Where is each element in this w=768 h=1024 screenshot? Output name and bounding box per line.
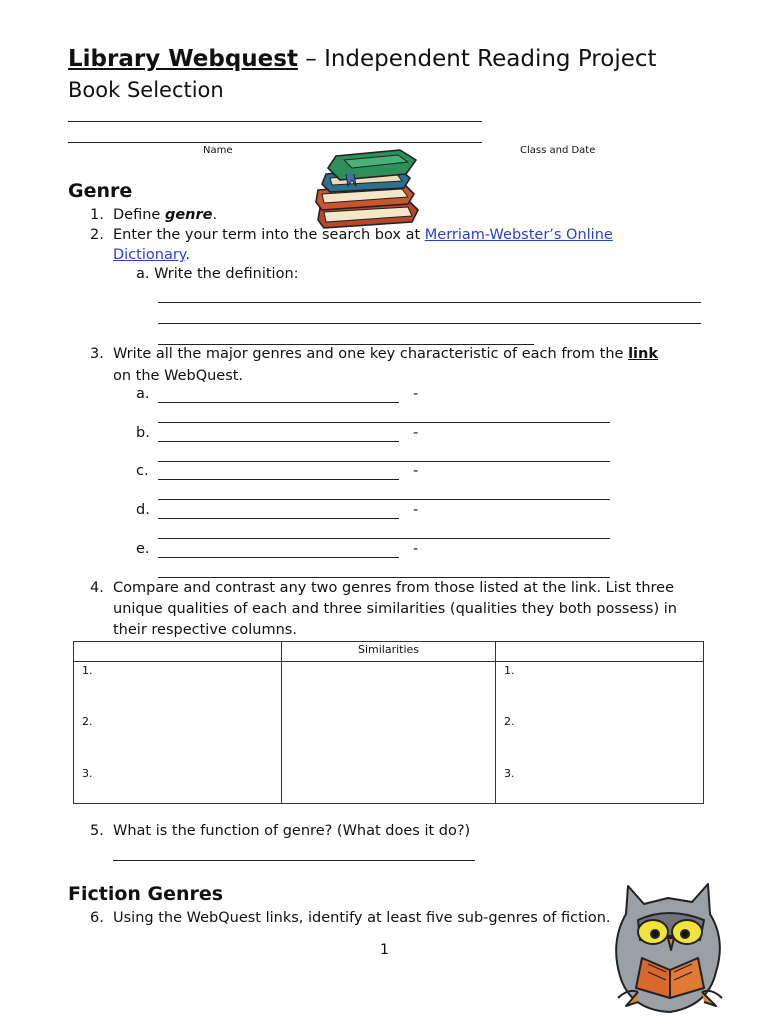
q3-d-char-line — [158, 538, 610, 539]
q3-a-char-line — [158, 422, 610, 423]
q3-d-genre-line — [158, 518, 399, 519]
page-title — [68, 46, 657, 72]
reading-owl-icon — [608, 880, 742, 1020]
q3-c-char-line — [158, 499, 610, 500]
q3-c-dash: - — [413, 463, 419, 479]
q5-text: What is the function of genre? (What does it do?) — [113, 823, 471, 839]
q5-number: 5. — [90, 823, 104, 839]
page-subtitle: Book Selection — [68, 78, 224, 102]
genre-1-num-1: 1. — [82, 664, 93, 677]
q4-text-line3: their respective columns. — [113, 622, 297, 638]
q3-item-a: a. — [136, 386, 150, 402]
q2-number: 2. — [90, 227, 104, 243]
q6-text: Using the WebQuest links, identify at least five sub-genres of fiction. — [113, 910, 611, 926]
q6-number: 6. — [90, 910, 104, 926]
q4-text-line2: unique qualities of each and three similarities (qualities they both possess) in — [113, 601, 677, 617]
title-main: Library Webquest — [68, 46, 298, 72]
genre-1-num-2: 2. — [82, 715, 93, 728]
q3-e-dash: - — [413, 541, 419, 557]
q2a-text: a. Write the definition: — [136, 266, 299, 282]
q3-item-d: d. — [136, 502, 150, 518]
fiction-genres-heading: Fiction Genres — [68, 883, 224, 905]
definition-line-3 — [158, 344, 534, 345]
q3-c-genre-line — [158, 479, 399, 480]
q3-b-dash: - — [413, 425, 419, 441]
q3-a-dash: - — [413, 386, 419, 402]
q2-text-line2: Dictionary. — [113, 247, 190, 263]
title-rest: – Independent Reading Project — [297, 46, 657, 72]
genre-2-num-3: 3. — [504, 767, 515, 780]
table-header-similarities: Similarities — [282, 642, 496, 662]
genre-2-num-1: 1. — [504, 664, 515, 677]
q4-number: 4. — [90, 580, 104, 596]
q3-text-line2: on the WebQuest. — [113, 368, 244, 384]
q3-link[interactable]: link — [628, 346, 658, 362]
q3-number: 3. — [90, 346, 104, 362]
genre-1-num-3: 3. — [82, 767, 93, 780]
q1-text: Define genre. — [113, 207, 218, 223]
name-label: Name — [203, 145, 233, 156]
q3-e-genre-line — [158, 557, 399, 558]
q3-b-char-line — [158, 461, 610, 462]
class-date-label: Class and Date — [520, 145, 596, 156]
q3-item-e: e. — [136, 541, 150, 557]
q5-answer-line — [113, 860, 475, 861]
q3-text: Write all the major genres and one key characteristic of each from the link — [113, 346, 658, 362]
definition-line-2 — [158, 323, 701, 324]
q1-term: genre — [164, 207, 213, 223]
q3-item-b: b. — [136, 425, 150, 441]
name-line-top — [68, 121, 482, 122]
genre-1-cell[interactable] — [74, 662, 282, 804]
genre-heading: Genre — [68, 180, 133, 202]
q1-number: 1. — [90, 207, 104, 223]
merriam-webster-link[interactable]: Merriam-Webster’s Online — [424, 227, 613, 243]
q4-text-line1: Compare and contrast any two genres from those listed at the link. List three — [113, 580, 674, 596]
books-icon — [312, 146, 424, 232]
dictionary-link[interactable]: Dictionary — [113, 247, 186, 263]
table-header-genre-2 — [496, 642, 704, 662]
q3-d-dash: - — [413, 502, 419, 518]
table-header-genre-1 — [74, 642, 282, 662]
genre-2-cell[interactable] — [496, 662, 704, 804]
genre-2-num-2: 2. — [504, 715, 515, 728]
q3-e-char-line — [158, 577, 610, 578]
compare-table — [73, 641, 704, 804]
similarities-cell[interactable] — [282, 662, 496, 804]
name-line — [68, 142, 482, 143]
q2-text: Enter the your term into the search box at Merriam-Webster’s Online — [113, 227, 613, 243]
page-number: 1 — [380, 942, 389, 958]
definition-line-1 — [158, 302, 701, 303]
q3-b-genre-line — [158, 441, 399, 442]
q3-item-c: c. — [136, 463, 149, 479]
q3-a-genre-line — [158, 402, 399, 403]
